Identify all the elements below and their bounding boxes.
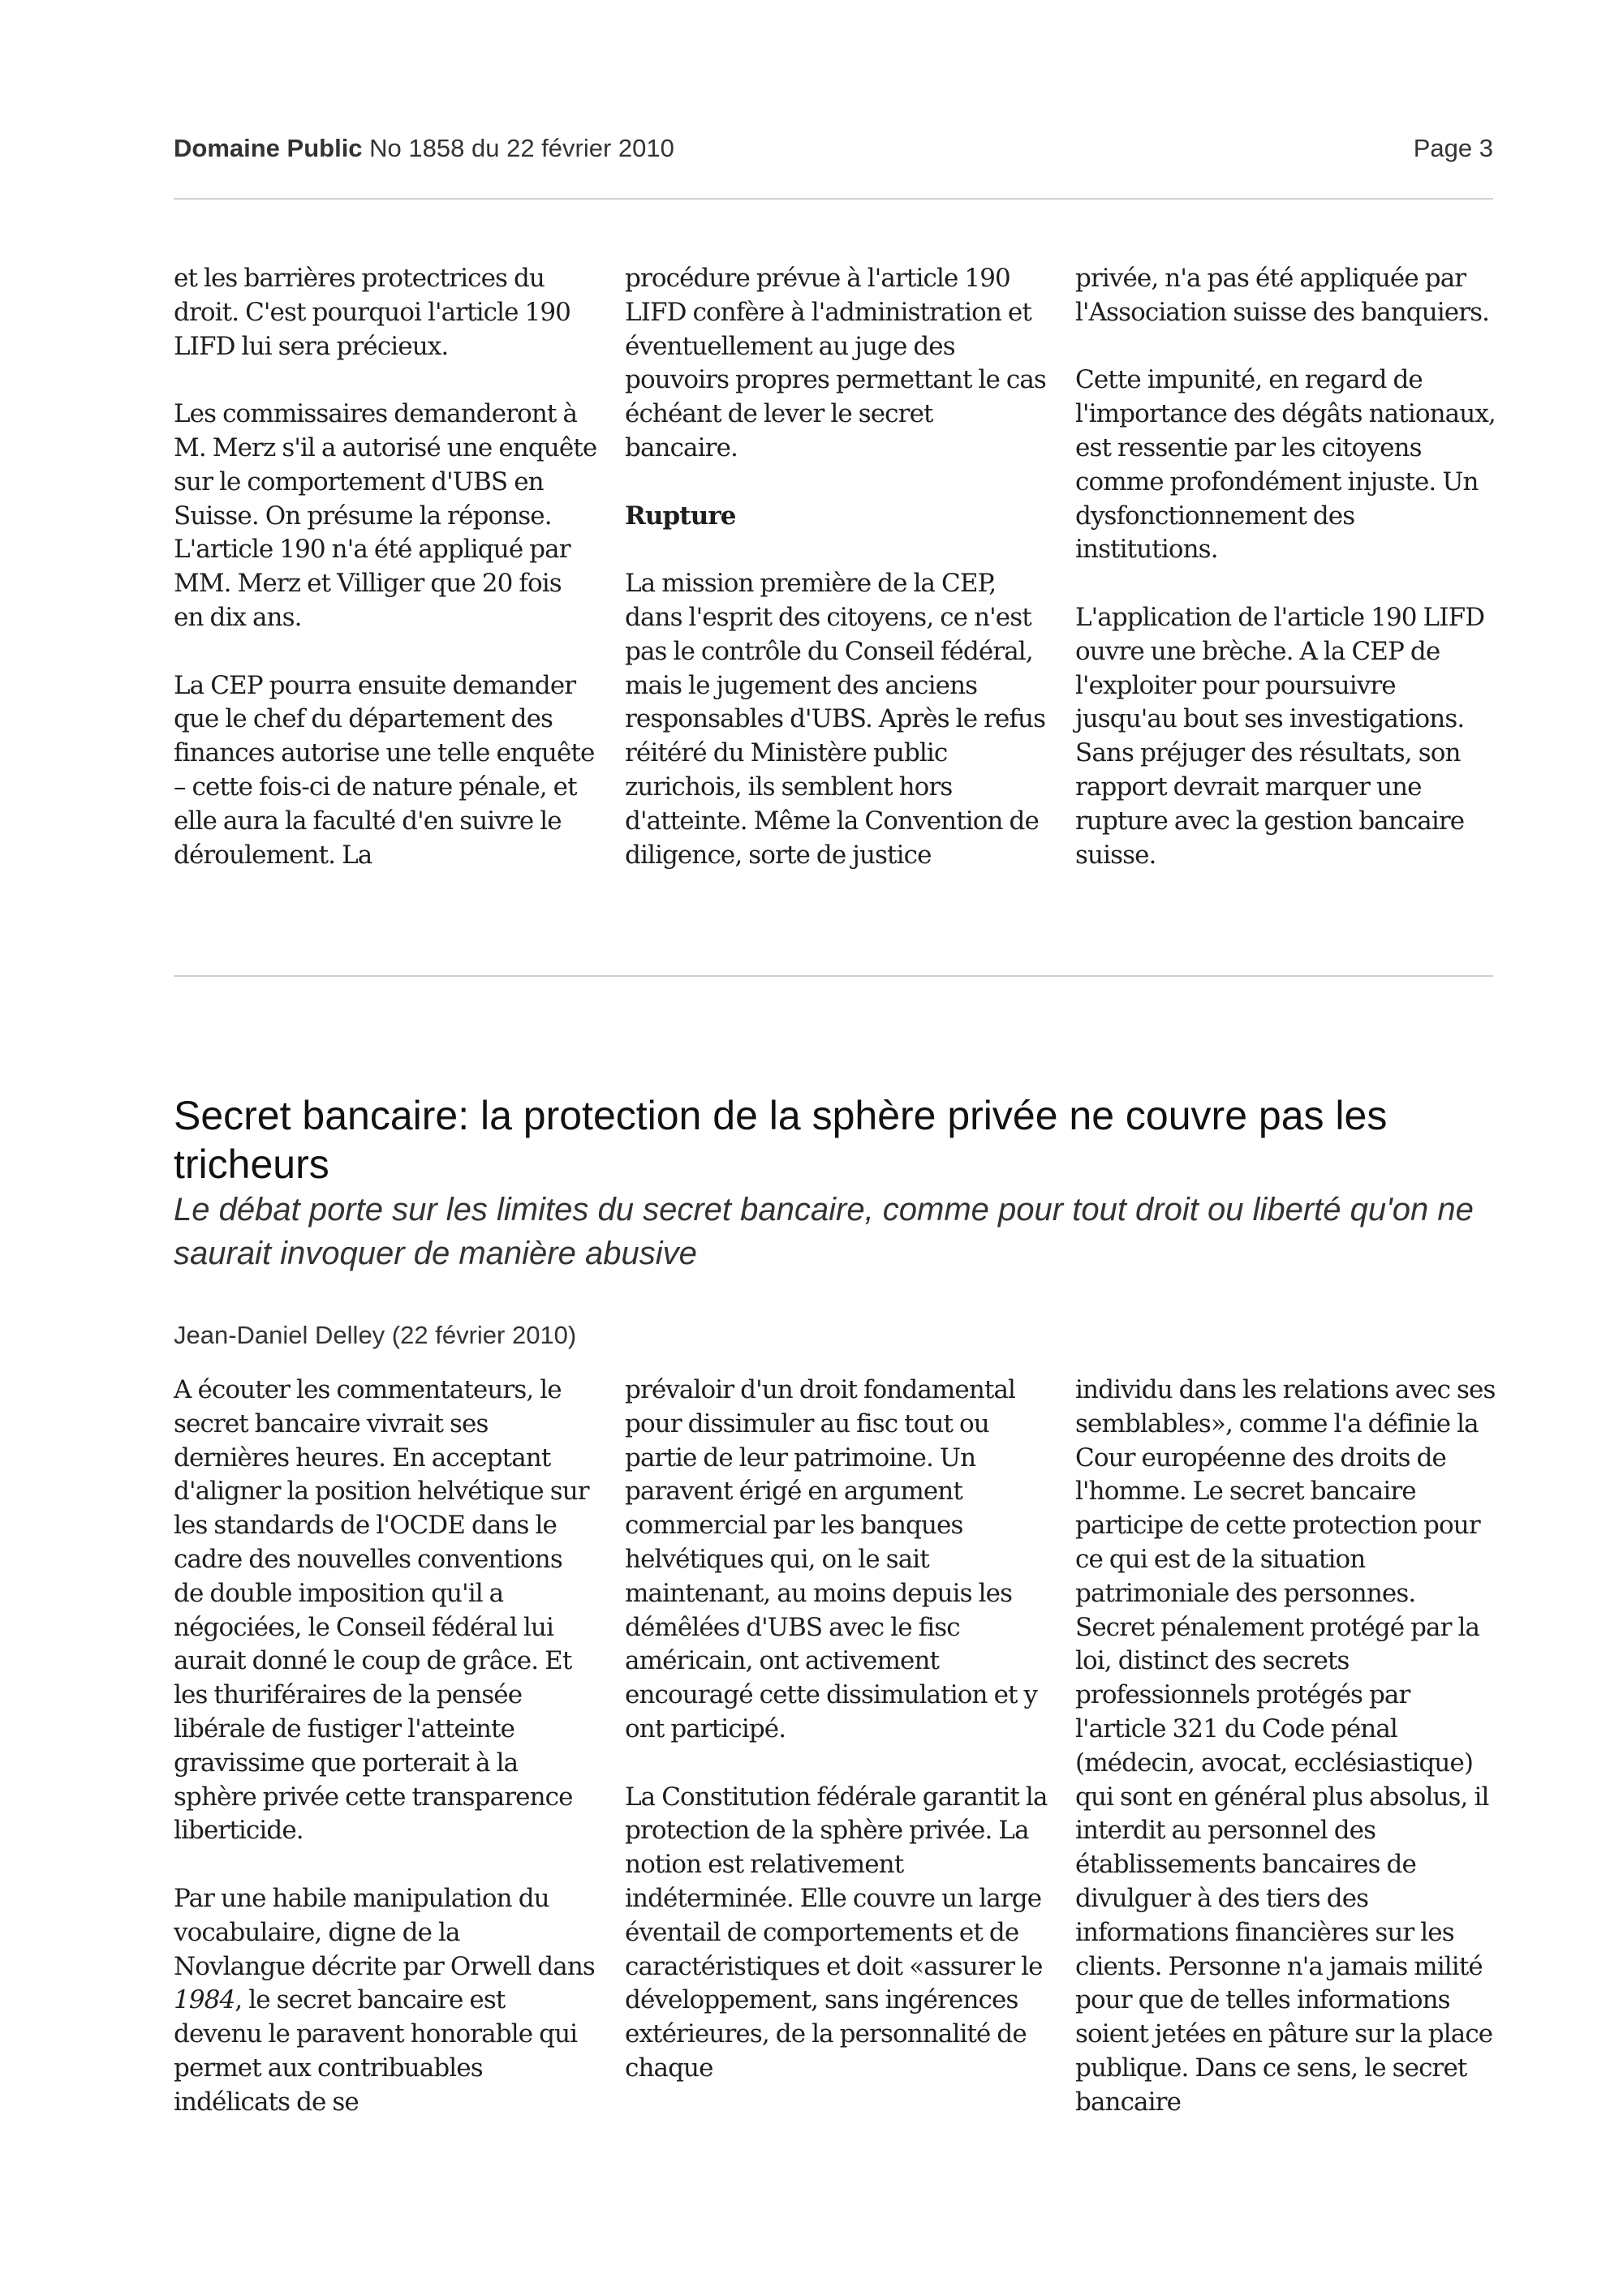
paragraph: A écouter les commentateurs, le secret bancaire vivrait ses dernières heures. En acceptant d'aligner la position helvétique sur les standards de l'OCDE dans le cadre des nouvelles conventions de double imposition qu'il a négociées, le Conseil fédéral lui aurait donné le coup de grâce. Et les thuriféraires de la pensée libérale de fustiger l'atteinte gravissime que porterait à la sphère privée cette transparence liberticide. xyxy=(174,1375,589,1846)
article-subtitle: Le débat porte sur les limites du secret bancaire, comme pour tout droit ou liberté qu'on ne saurait invoquer de manière abusive xyxy=(174,1192,1474,1271)
page-header xyxy=(174,134,1493,163)
section-divider xyxy=(174,975,1493,977)
publication-name: Domaine Public xyxy=(174,134,363,162)
section-heading: Rupture xyxy=(625,501,736,531)
continued-column-3 xyxy=(1075,262,1499,906)
article-column-3 xyxy=(1075,1374,1499,2153)
article-column-1 xyxy=(174,1374,597,2153)
paragraph: La Constitution fédérale garantit la protection de la sphère privée. La notion est relativement indéterminée. Elle couvre un large éventail de comportements et de caractéristiques et doit «assurer le développement, sans ingérences extérieures, de la personnalité de chaque xyxy=(625,1782,1048,2083)
paragraph: privée, n'a pas été appliquée par l'Association suisse des banquiers. xyxy=(1075,264,1490,327)
paragraph xyxy=(174,1882,597,2120)
text-run: Par une habile manipulation du vocabulaire, digne de la Novlangue décrite par Orwell dans xyxy=(174,1883,595,1981)
book-title: 1984 xyxy=(174,1985,235,2015)
text-run: , le secret bancaire est devenu le paravent honorable qui permet aux contribuables indélicats de se xyxy=(174,1985,578,2117)
article-byline: Jean-Daniel Delley (22 février 2010) xyxy=(174,1321,577,1349)
paragraph: procédure prévue à l'article 190 LIFD confère à l'administration et éventuellement au juge des pouvoirs propres permettant le cas échéant de lever le secret bancaire. xyxy=(625,264,1046,462)
issue-info: No 1858 du 22 février 2010 xyxy=(369,134,674,162)
continued-column-1 xyxy=(174,262,597,906)
paragraph: L'application de l'article 190 LIFD ouvre une brèche. A la CEP de l'exploiter pour poursuivre jusqu'au bout ses investigations. Sans préjuger des résultats, son rapport devrait marquer une rupture avec la gestion bancaire suisse. xyxy=(1075,602,1485,870)
paragraph: prévaloir d'un droit fondamental pour dissimuler au fisc tout ou partie de leur patrimoine. Un paravent érigé en argument commercial par les banques helvétiques qui, on le sait maintenant, au moins depuis les démêlées d'UBS avec le fisc américain, ont activement encouragé cette dissimulation et y ont participé. xyxy=(625,1375,1038,1743)
paragraph: La mission première de la CEP, dans l'esprit des citoyens, ce n'est pas le contrôle du Conseil fédéral, mais le jugement des anciens responsables d'UBS. Après le refus réitéré du Ministère public zurichois, ils semblent hors d'atteinte. Même la Convention de diligence, sorte de justice xyxy=(625,569,1046,870)
article-title: Secret bancaire: la protection de la sphère privée ne couvre pas les tricheurs xyxy=(174,1093,1388,1187)
article-column-2 xyxy=(625,1374,1048,2120)
paragraph: individu dans les relations avec ses semblables», comme l'a définie la Cour européenne des droits de l'homme. Le secret bancaire participe de cette protection pour ce qui est de la situation patrimoniale des personnes. Secret pénalement protégé par la loi, distinct des secrets professionnels protégés par l'article 321 du Code pénal (médecin, avocat, ecclésiastique) qui sont en général plus absolus, il interdit au personnel des établissements bancaires de divulguer à des tiers des informations financières sur les clients. Personne n'a jamais milité pour que de telles informations soient jetées en pâture sur la place publique. Dans ce sens, le secret bancaire xyxy=(1075,1375,1496,2117)
paragraph: La CEP pourra ensuite demander que le chef du département des finances autorise une telle enquête – cette fois-ci de nature pénale, et elle aura la faculté d'en suivre le déroulement. La xyxy=(174,670,595,870)
continued-column-2 xyxy=(625,262,1048,906)
paragraph: Les commissaires demanderont à M. Merz s'il a autorisé une enquête sur le comportement d'UBS en Suisse. On présume la réponse. L'article 190 n'a été appliqué par MM. Merz et Villiger que 20 fois en dix ans. xyxy=(174,399,597,632)
header-divider xyxy=(174,198,1493,200)
paragraph: Cette impunité, en regard de l'importance des dégâts nationaux, est ressentie par les citoyens comme profondément injuste. Un dysfonctionnement des institutions. xyxy=(1075,365,1496,565)
page-number: Page 3 xyxy=(1413,134,1493,162)
paragraph: et les barrières protectrices du droit. C'est pourquoi l'article 190 LIFD lui sera précieux. xyxy=(174,264,571,361)
